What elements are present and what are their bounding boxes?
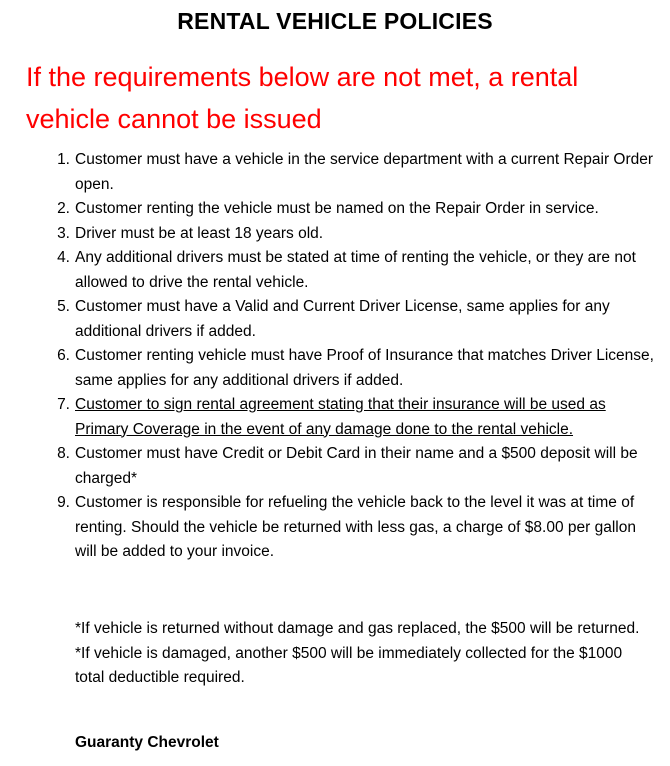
list-item-number: 9. [57,494,70,511]
warning-notice: If the requirements below are not met, a rental vehicle cannot be issued [26,62,579,134]
policy-list [57,148,655,565]
list-item-number: 4. [57,249,70,266]
list-item-text: Customer is responsible for refueling the vehicle back to the level it was at time of renting. Should the vehicle be returned with less gas, a charge of $8.00 per gallon will be added to your invoice. [75,494,636,560]
list-item-text: Customer must have a Valid and Current Driver License, same applies for any additional drivers if added. [75,298,610,340]
list-item-text: Customer renting vehicle must have Proof of Insurance that matches Driver License, same applies for any additional drivers if added. [75,347,654,389]
list-item-number: 2. [57,200,70,217]
list-item [57,393,655,442]
list-item-number: 1. [57,151,70,168]
list-item-text: Any additional drivers must be stated at time of renting the vehicle, or they are not allowed to drive the rental vehicle. [75,249,636,291]
list-item [57,222,655,247]
list-item-text: Driver must be at least 18 years old. [75,224,324,242]
list-item-number: 3. [57,224,70,242]
list-item-number: 6. [57,347,70,364]
footnotes [75,617,650,691]
list-item-number: 8. [57,445,70,462]
list-item-number: 5. [57,298,70,315]
list-item [57,197,655,222]
list-item-number: 7. [57,396,70,413]
document-title: RENTAL VEHICLE POLICIES [177,8,493,34]
list-item [57,344,655,393]
footnote-deposit-return: *If vehicle is returned without damage and gas replaced, the $500 will be returned. [75,620,640,637]
dealer-signature: Guaranty Chevrolet [75,734,219,751]
footnote-damage-deductible: *If vehicle is damaged, another $500 will be immediately collected for the $1000 total deductible required. [75,644,623,686]
list-item [57,148,655,197]
list-item [57,442,655,491]
list-item-text: Customer renting the vehicle must be named on the Repair Order in service. [75,200,599,217]
list-item [57,295,655,344]
list-item [57,246,655,295]
list-item-text: Customer must have a vehicle in the service department with a current Repair Order open. [75,151,654,193]
list-item-text: Customer must have Credit or Debit Card in their name and a $500 deposit will be charged* [75,445,638,487]
list-item-text: Customer to sign rental agreement stating that their insurance will be used as Primary Coverage in the event of any damage done to the rental vehicle. [75,396,606,438]
list-item [57,491,655,565]
